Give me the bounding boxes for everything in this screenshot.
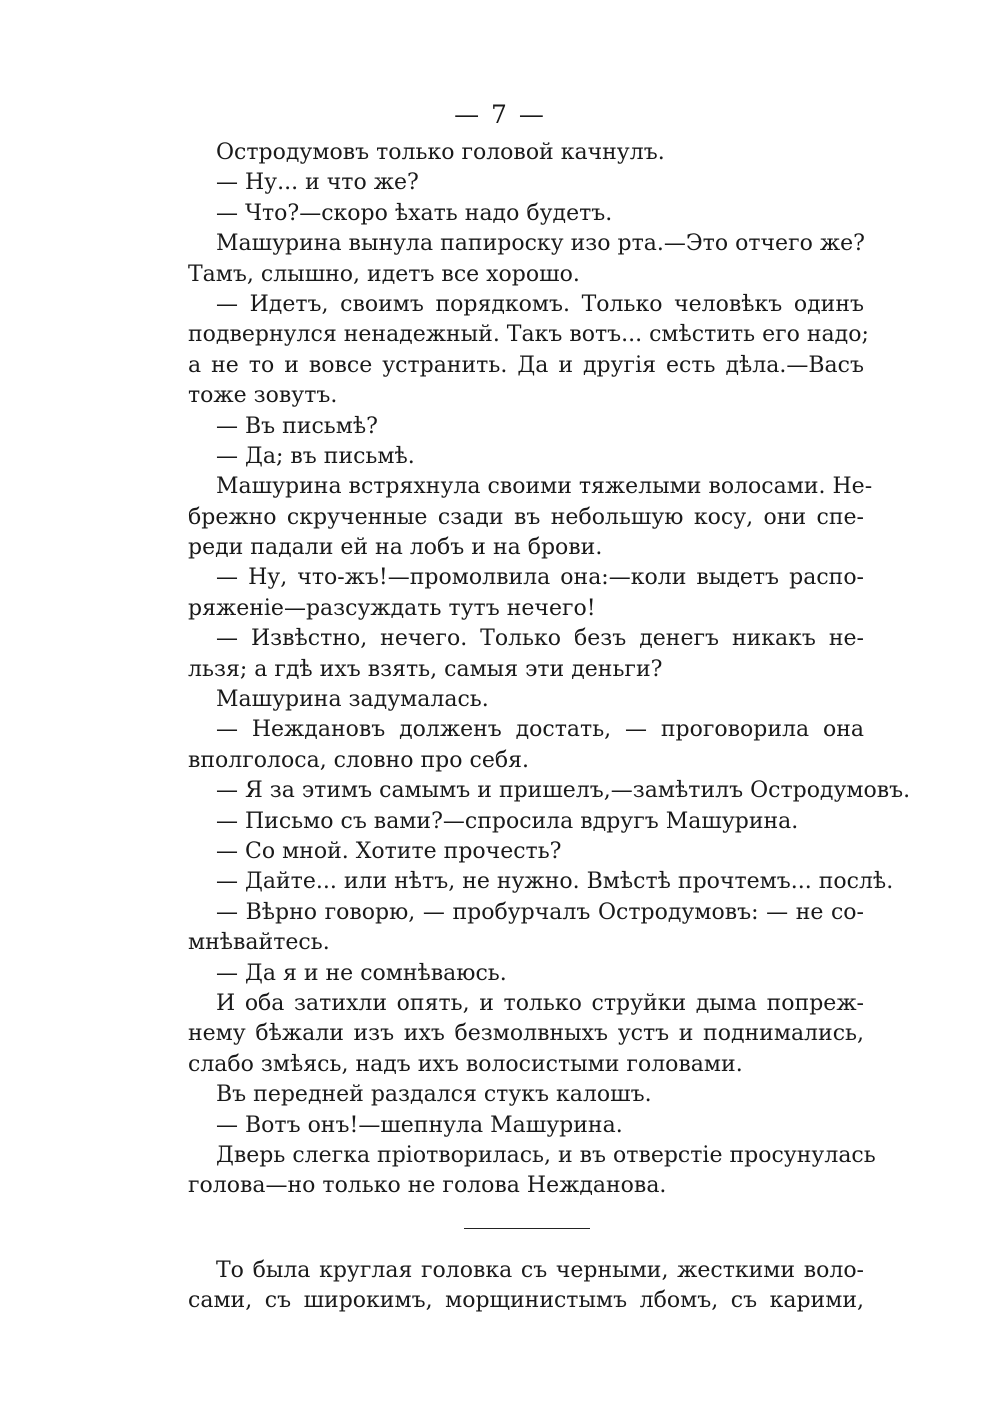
text-line: слабо змѣясь, надъ ихъ волосистыми головами. [188,1051,743,1077]
text-line: — Что?—скоро ѣхать надо будетъ. [216,200,613,226]
text-line: — Вѣрно говорю, — пробурчалъ Остродумовъ: — не со- [216,899,864,925]
text-line: вполголоса, словно про себя. [188,747,529,773]
text-line: — Со мной. Хотите прочесть? [216,838,562,864]
text-line: ряженіе—разсуждать тутъ нечего! [188,595,596,621]
text-line: Остродумовъ только головой качнулъ. [216,140,665,165]
text-line: Въ передней раздался стукъ калошъ. [216,1082,652,1108]
text-line: — Вотъ онъ!—шепнула Машурина. [216,1112,623,1138]
text-line: брежно скрученные сзади въ небольшую косу, они спе- [188,504,864,530]
text-line: — Да я и не сомнѣваюсь. [216,960,507,986]
text-line: — Ну... и что же? [216,170,419,196]
text-line: мнѣвайтесь. [188,930,330,956]
text-line: — Идетъ, своимъ порядкомъ. Только человѣкъ одинъ [216,291,864,317]
text-line: сами, съ широкимъ, морщинистымъ лбомъ, съ карими, [188,1288,864,1314]
text-line: Машурина задумалась. [216,687,489,713]
text-line: — Неждановъ долженъ достать, — проговорила она [216,717,864,743]
text-line: — Письмо съ вами?—спросила вдругъ Машурина. [216,808,799,834]
page-number: — 7 — [454,100,546,129]
text-line: голова—но только не голова Нежданова. [188,1173,667,1199]
text-line: а не то и вовсе устранить. Да и другія есть дѣла.—Васъ [188,352,864,378]
body-text [188,138,911,1316]
text-line: Машурина вынула папироску изо рта.—Это отчего же? [216,231,865,257]
text-line: То была круглая головка съ черными, жесткими воло- [216,1257,864,1283]
text-line: — Да; въ письмѣ. [216,443,415,469]
text-line: — Извѣстно, нечего. Только безъ денегъ никакъ не- [216,626,864,652]
text-line: нему бѣжали изъ ихъ безмолвныхъ устъ и поднимались, [188,1021,864,1047]
text-line: И оба затихли опять, и только струйки дыма попреж- [216,990,864,1016]
text-line: — Я за этимъ самымъ и пришелъ,—замѣтилъ Остродумовъ. [216,778,911,804]
text-line: реди падали ей на лобъ и на брови. [188,535,603,561]
text-line: подвернулся ненадежный. Такъ вотъ... смѣстить его надо; [188,322,869,348]
text-line: — Ну, что-жъ!—промолвила она:—коли выдетъ распо- [216,565,864,591]
text-line: — Въ письмѣ? [216,413,378,439]
text-line: — Дайте... или нѣтъ, не нужно. Вмѣстѣ прочтемъ... послѣ. [216,869,894,895]
section-separator [464,1228,590,1229]
text-line: Тамъ, слышно, идетъ все хорошо. [188,261,580,287]
text-line: льзя; а гдѣ ихъ взять, самыя эти деньги? [188,656,663,682]
section-separator-row [188,1202,864,1256]
text-line: тоже зовутъ. [188,383,338,409]
text-line: Машурина встряхнула своими тяжелыми волосами. Не- [216,474,873,500]
text-line: Дверь слегка пріотворилась, и въ отверстіе просунулась [216,1142,876,1168]
